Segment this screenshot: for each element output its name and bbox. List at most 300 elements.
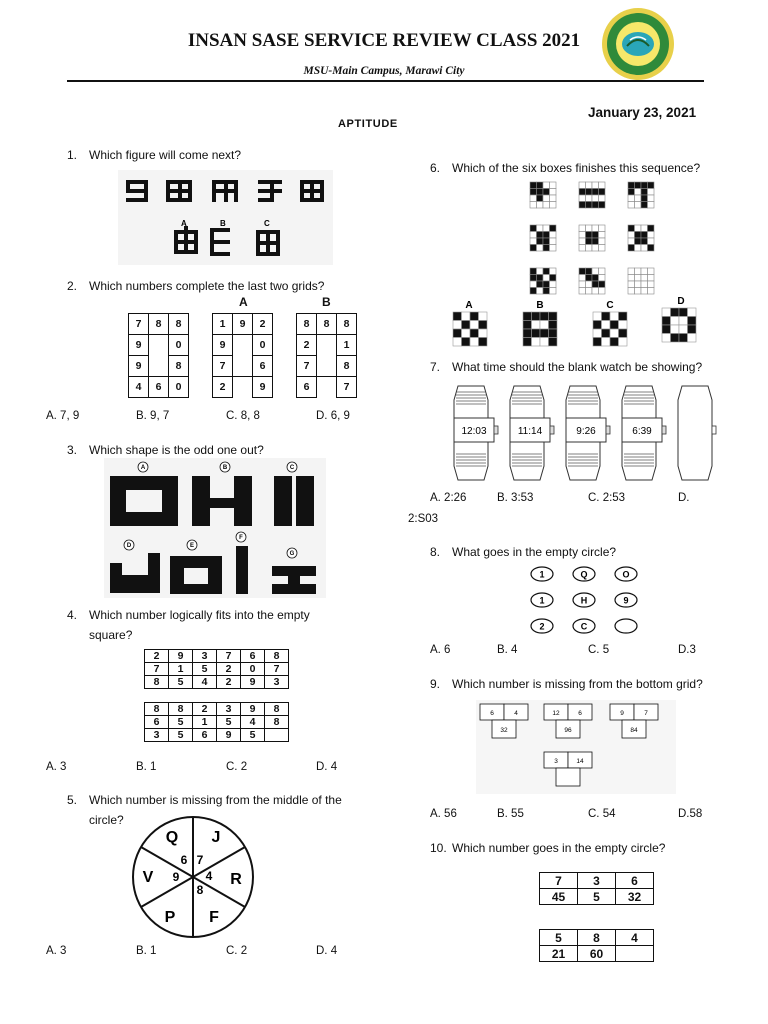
q6-cell [579,245,586,252]
q6-answer-cell [470,312,479,321]
question-5: 5. Which number is missing from the middle of the [67,793,342,807]
q6-cell [543,195,550,202]
q9-number: 4 [514,710,518,717]
q9-number: 7 [644,710,648,717]
q6-cell [592,245,599,252]
q6-cell [648,275,655,282]
q6-answer-cell [619,312,628,321]
q1-letter-b: B [220,219,226,228]
q6-cell [550,189,557,196]
q6-cell [579,189,586,196]
q6-cell [641,281,648,288]
q6-cell [648,182,655,189]
svg-text:D: D [126,543,132,549]
q7-option-d-cont: 2:S03 [408,513,439,525]
watch-time: 12:03 [461,426,487,437]
q6-answer-cell [532,329,541,338]
q6-cell [579,182,586,189]
q6-cell [530,245,537,252]
q8-circle-text: 1 [539,595,545,606]
question-6: 6. Which of the six boxes finishes this sequence? [430,161,701,175]
q6-answer-cell [549,329,558,338]
q6-cell [530,182,537,189]
q6-cell [599,202,606,209]
q6-cell [550,202,557,209]
q6-cell [628,245,635,252]
q9-option-a[interactable]: A. 56 [430,808,457,820]
q6-answer-cell [688,325,697,334]
q6-answer-cell [462,312,471,321]
svg-text:9: 9 [172,870,180,884]
question-2: 2. Which numbers complete the last two grids? [67,279,325,293]
q6-answer-cell [453,321,462,330]
q9-grids [476,700,676,794]
q10-table-2: 5 8 4 21 60 [539,929,654,962]
svg-text:J: J [211,829,221,846]
q6-answer-cell [540,321,549,330]
q8-circle-text: 2 [539,621,545,632]
q6-cell [628,189,635,196]
q5-circle [128,812,258,942]
q6-cell [599,288,606,295]
q6-answer-cell [532,338,541,347]
q6-cell [641,232,648,239]
q6-cell [550,245,557,252]
q6-cell [543,268,550,275]
q6-cell [537,189,544,196]
q6-cell [641,195,648,202]
q6-cell [586,232,593,239]
svg-text:4: 4 [205,869,213,883]
q6-cell [537,281,544,288]
q6-answer-cell [523,312,532,321]
q6-answer-cell [540,329,549,338]
q6-cell [579,238,586,245]
q6-cell [550,288,557,295]
q6-answer-cell [549,321,558,330]
q10-table-1: 7 3 6 45 5 32 [539,872,654,905]
watch-time: 11:14 [517,426,543,437]
q6-cell [530,195,537,202]
q6-cell [586,202,593,209]
q6-answer-cell [479,312,488,321]
q6-cell [530,275,537,282]
q8-circle-text: H [580,595,588,606]
q6-cell [530,189,537,196]
q6-answer-cell [593,338,602,347]
q6-answer-cell [470,338,479,347]
q9-number: 32 [500,727,508,734]
q6-cell [592,189,599,196]
q6-answer-cell [540,312,549,321]
q6-cell [641,238,648,245]
q6-answer-cell [671,334,680,343]
q6-cell [599,238,606,245]
q6-cell [543,189,550,196]
q8-option-c[interactable]: C. 5 [588,644,610,656]
q6-cell [530,238,537,245]
q6-answer-cell [549,312,558,321]
q6-cell [530,225,537,232]
q6-cell [543,232,550,239]
q6-cell [543,275,550,282]
page-title: INSAN SASE SERVICE REVIEW CLASS 2021 [187,30,581,51]
svg-text:C: C [289,465,295,471]
q6-answer-cell [671,308,680,317]
question-4: 4. Which number logically fits into the empty [67,608,310,622]
q6-answer-cell [453,338,462,347]
q6-cell [592,268,599,275]
q8-circle-text: C [580,621,588,632]
q8-circle-text: O [622,569,630,580]
watch-time: 6:39 [632,426,652,437]
q6-answer-cell [453,329,462,338]
q6-answer-cell [679,325,688,334]
q6-cell [530,232,537,239]
q6-cell [550,225,557,232]
q6-answer-cell [662,308,671,317]
q6-cell [592,238,599,245]
q6-cell [543,202,550,209]
q6-cell [586,182,593,189]
q6-answer-cell [610,338,619,347]
q8-option-a[interactable]: A. 6 [430,644,451,656]
q6-answer-cell [662,325,671,334]
question-5-cont: circle? [89,813,124,827]
q6-cell [543,281,550,288]
q4-option-a[interactable]: A. 3 [46,761,67,773]
q6-answer-cell [462,321,471,330]
q7-option-a[interactable]: A. 2:26 [430,492,467,504]
q6-cell [592,195,599,202]
q6-cell [635,195,642,202]
q6-cell [579,281,586,288]
q6-answer-cell [453,312,462,321]
q2-option-c[interactable]: C. 8, 8 [226,410,260,422]
q6-answer-cell [593,329,602,338]
q6-cell [635,281,642,288]
q6-cell [648,232,655,239]
q6-answer-cell [610,329,619,338]
q6-cell [579,275,586,282]
q6-answer-cell [619,329,628,338]
q6-cell [592,182,599,189]
q6-cell [530,268,537,275]
q6-cell [628,275,635,282]
q6-cell [648,195,655,202]
q6-cell [537,275,544,282]
svg-text:F: F [209,909,219,926]
svg-text:P: P [164,909,176,926]
svg-text:Q: Q [165,829,179,846]
q1-letter-c: C [264,219,270,228]
q6-cell [550,275,557,282]
q6-box-sequence [448,180,708,350]
q8-circle-text: 1 [539,569,545,580]
svg-text:C: C [606,300,614,311]
q6-cell [635,288,642,295]
q6-cell [579,288,586,295]
q7-option-b[interactable]: B. 3:53 [497,492,534,504]
watch-3 [566,386,610,480]
q8-circle [615,619,637,633]
q6-cell [543,225,550,232]
q4-table-2: 8 8 2 3 9 8 6 5 1 5 4 8 3 5 6 9 5 [144,702,289,742]
q6-cell [537,182,544,189]
q6-answer-cell [479,338,488,347]
q6-cell [641,189,648,196]
q6-cell [537,245,544,252]
q6-cell [641,225,648,232]
q9-option-c[interactable]: C. 54 [588,808,616,820]
q6-cell [543,238,550,245]
q6-cell [628,268,635,275]
q6-cell [635,275,642,282]
q6-cell [599,232,606,239]
q6-cell [648,281,655,288]
q6-cell [628,202,635,209]
q6-cell [648,288,655,295]
q6-cell [586,275,593,282]
q6-answer-cell [619,338,628,347]
q6-cell [592,202,599,209]
q6-cell [550,182,557,189]
q6-cell [592,232,599,239]
q6-cell [543,245,550,252]
svg-text:G: G [289,551,295,557]
q6-answer-cell [619,321,628,330]
q6-cell [635,232,642,239]
q6-cell [579,232,586,239]
q6-answer-cell [602,321,611,330]
q8-circles [524,563,644,639]
q7-watches [448,382,723,490]
q6-cell [628,238,635,245]
q6-cell [641,288,648,295]
q6-cell [648,268,655,275]
q6-cell [592,281,599,288]
q9-number: 3 [554,758,558,765]
q6-cell [648,238,655,245]
q4-option-c[interactable]: C. 2 [226,761,248,773]
svg-text:R: R [230,871,242,888]
q6-cell [530,281,537,288]
q6-cell [599,281,606,288]
q6-cell [543,182,550,189]
q5-option-c[interactable]: C. 2 [226,945,248,957]
q6-cell [586,245,593,252]
svg-text:V: V [142,869,154,886]
q4-table-1: 2 9 3 7 6 8 7 1 5 2 0 7 8 5 4 2 9 3 [144,649,289,689]
q6-answer-cell [688,308,697,317]
q9-number: 12 [552,710,560,717]
q6-cell [635,268,642,275]
q6-answer-cell [671,325,680,334]
q6-cell [537,225,544,232]
q2-option-b[interactable]: B. 9, 7 [136,410,170,422]
q6-cell [550,195,557,202]
q6-answer-cell [470,321,479,330]
watch-4 [622,386,666,480]
q6-cell [641,245,648,252]
q6-cell [586,195,593,202]
q6-answer-cell [688,317,697,326]
q9-option-b[interactable]: B. 55 [497,808,524,820]
q6-cell [599,268,606,275]
q6-cell [586,288,593,295]
q6-cell [648,225,655,232]
header-rule [67,80,704,82]
q6-cell [550,281,557,288]
question-9: 9. Which number is missing from the bottom grid? [430,677,703,691]
q3-shapes [104,458,326,598]
q6-cell [586,225,593,232]
q6-cell [537,202,544,209]
q6-cell [628,195,635,202]
question-4-cont: square? [89,628,133,642]
q6-cell [592,275,599,282]
q6-cell [586,268,593,275]
q6-cell [537,288,544,295]
q6-answer-cell [532,321,541,330]
question-8: 8. What goes in the empty circle? [430,545,617,559]
q6-cell [635,238,642,245]
svg-text:B: B [536,300,544,311]
q2-option-a[interactable]: A. 7, 9 [46,410,80,422]
svg-text:F: F [239,535,243,541]
svg-text:D: D [677,296,685,307]
q2-grid-3: 8 8 8 2 1 7 8 6 7 [296,313,357,398]
svg-text:B: B [222,465,228,471]
q6-answer-cell [479,321,488,330]
q6-cell [599,195,606,202]
q6-cell [628,232,635,239]
q6-cell [530,202,537,209]
svg-text:A: A [140,465,146,471]
q6-cell [641,268,648,275]
q9-number: 6 [578,710,582,717]
q6-answer-cell [523,338,532,347]
q1-figure-sequence [118,170,333,265]
svg-text:E: E [189,543,195,549]
q6-cell [628,182,635,189]
q6-answer-cell [593,312,602,321]
question-10: 10. Which number goes in the empty circle? [430,841,666,855]
q2-grid-2: 1 9 2 9 0 7 6 2 9 [212,313,273,398]
q6-cell [550,268,557,275]
q6-cell [628,288,635,295]
q2-label-b: B [322,295,331,309]
q5-option-d[interactable]: D. 4 [316,945,338,957]
q5-option-b[interactable]: B. 1 [136,945,157,957]
q7-option-d[interactable]: D. [678,492,690,504]
q6-cell [599,189,606,196]
q6-answer-cell [462,338,471,347]
watch-1 [454,386,498,480]
q9-number: 9 [620,710,624,717]
q6-cell [586,281,593,288]
q8-circle-text: 9 [623,595,629,606]
q8-option-d[interactable]: D.3 [678,644,696,656]
q9-number: 14 [576,758,584,765]
exam-date: January 23, 2021 [588,105,697,120]
q6-cell [550,238,557,245]
q6-cell [586,238,593,245]
q6-cell [641,275,648,282]
q6-cell [530,288,537,295]
q6-cell [648,189,655,196]
q6-answer-cell [523,329,532,338]
q6-cell [635,245,642,252]
q6-answer-cell [549,338,558,347]
q7-option-c[interactable]: C. 2:53 [588,492,626,504]
q6-answer-cell [610,321,619,330]
q6-answer-cell [662,334,671,343]
q1-letter-a: A [181,219,187,228]
svg-text:8: 8 [196,883,204,897]
q6-cell [599,182,606,189]
q6-answer-cell [602,312,611,321]
q6-answer-cell [532,312,541,321]
svg-text:7: 7 [196,853,204,867]
q6-answer-cell [523,321,532,330]
question-1: 1. Which figure will come next? [67,148,242,162]
q2-option-d[interactable]: D. 6, 9 [316,410,350,422]
q6-cell [635,189,642,196]
q6-cell [599,275,606,282]
q6-cell [635,182,642,189]
q6-cell [579,202,586,209]
q6-cell [537,195,544,202]
q5-option-a[interactable]: A. 3 [46,945,67,957]
q6-answer-cell [610,312,619,321]
q6-cell [592,288,599,295]
q8-option-b[interactable]: B. 4 [497,644,518,656]
q6-cell [641,202,648,209]
q6-answer-cell [602,338,611,347]
q9-number: 6 [490,710,494,717]
q6-cell [550,232,557,239]
q6-cell [537,232,544,239]
svg-text:A: A [465,300,473,311]
q6-answer-cell [602,329,611,338]
q4-option-d[interactable]: D. 4 [316,761,338,773]
q6-cell [635,202,642,209]
q9-number: 84 [630,727,638,734]
q6-cell [543,288,550,295]
q6-cell [537,238,544,245]
q6-cell [628,281,635,288]
q6-answer-cell [479,329,488,338]
q6-answer-cell [679,334,688,343]
q6-answer-cell [662,317,671,326]
q9-option-d[interactable]: D.58 [678,808,703,820]
q6-answer-cell [679,308,688,317]
q6-cell [537,268,544,275]
section-title: APTITUDE [338,118,398,130]
q6-answer-cell [462,329,471,338]
q6-cell [579,225,586,232]
q6-cell [586,189,593,196]
q6-cell [579,268,586,275]
svg-text:6: 6 [180,853,188,867]
q6-cell [648,202,655,209]
q6-cell [599,225,606,232]
q6-cell [641,182,648,189]
q6-cell [628,225,635,232]
q4-option-b[interactable]: B. 1 [136,761,157,773]
question-7: 7. What time should the blank watch be showing? [430,360,703,374]
